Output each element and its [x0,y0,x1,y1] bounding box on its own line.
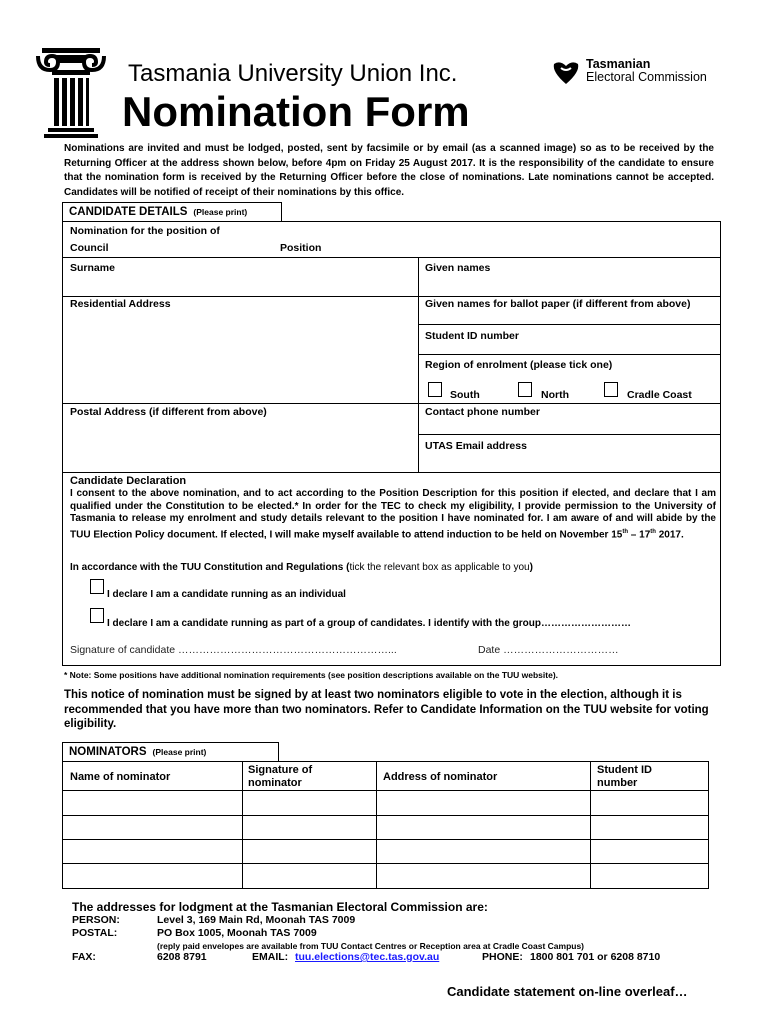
nominator-notice: This notice of nomination must be signed by at least two nominators eligible to vote in the election, although it is recommended that you have more than two nominators. Refer to Candidate Information on the TUU website for voting eligibility. [64,689,709,730]
email-link[interactable]: tuu.elections@tec.tas.gov.au [295,951,440,963]
tec-logo-line2: Electoral Commission [586,70,707,84]
page-title: Nomination Form [122,88,470,135]
region-south-checkbox[interactable] [428,382,442,397]
student-id-field[interactable]: Student ID number [425,330,519,342]
organisation-name: Tasmania University Union Inc. [128,60,458,87]
ballot-names-field[interactable]: Given names for ballot paper (if different from above) [425,298,691,310]
candidate-details-tab [62,202,282,222]
candidate-section-title: CANDIDATE DETAILS [69,206,188,218]
nominators-table [62,761,709,889]
phone-number: 1800 801 701 or 6208 8710 [530,951,661,963]
email-field[interactable]: UTAS Email address [425,440,527,452]
candidate-details-box [62,221,721,666]
postal-label: POSTAL: [72,927,118,939]
candidate-signature-field[interactable]: Signature of candidate ……………………………………………………... [70,644,397,656]
positions-note: * Note: Some positions have additional nomination requirements (see position descriptions available on the TUU website). [64,670,559,680]
nominator-4-name-cell[interactable] [64,865,241,887]
council-field[interactable]: Council [70,242,109,254]
tec-logo-line1: Tasmanian [586,57,651,71]
candidate-date-field[interactable]: Date …………………………… [478,644,619,656]
nominator-2-name-cell[interactable] [64,817,241,838]
col-signature-header: Signature of nominator [248,764,313,789]
fax-number: 6208 8791 [157,951,207,963]
person-address: Level 3, 169 Main Rd, Moonah TAS 7009 [157,914,356,926]
given-names-field[interactable]: Given names [425,262,491,274]
overleaf-note: Candidate statement on-line overleaf… [447,984,688,999]
surname-field[interactable]: Surname [70,262,115,274]
col-name-header: Name of nominator [70,771,171,783]
contact-phone-field[interactable]: Contact phone number [425,406,540,418]
candidate-section-hint: (Please print) [193,207,248,217]
group-checkbox[interactable] [90,608,104,623]
residential-address-field[interactable]: Residential Address [70,298,171,310]
postal-address-field[interactable]: Postal Address (if different from above) [70,406,267,418]
lodgment-title: The addresses for lodgment at the Tasmanian Electoral Commission are: [72,900,488,914]
nominator-1-name-cell[interactable] [64,792,241,814]
col-address-header: Address of nominator [383,771,498,783]
tec-logo [552,58,722,92]
nominator-3-name-cell[interactable] [64,841,241,862]
tec-heart-icon [552,60,580,86]
accordance-text: In accordance with the TUU Constitution and Regulations (tick the relevant box as applicable to you) [70,562,533,573]
region-north-checkbox[interactable] [518,382,532,397]
region-cradle-coast-label: Cradle Coast [627,389,692,401]
region-cradle-coast-checkbox[interactable] [604,382,618,397]
region-south-label: South [450,389,480,401]
tuu-column-logo [36,48,106,138]
region-north-label: North [541,389,569,401]
region-label: Region of enrolment (please tick one) [425,359,613,371]
group-option-label[interactable]: I declare I am a candidate running as part of a group of candidates. I identify with the group……………………… [107,618,631,629]
person-label: PERSON: [72,914,120,926]
intro-paragraph: Nominations are invited and must be lodged, posted, sent by facsimile or by email (as a scanned image) so as to be received by the Returning Officer at the address shown below, before 4pm on Friday 25 August 2017. It is the responsibility of the candidate to ensure that the nomination form is received by the Returning Officer before the close of nominations. Late nominations cannot be accepted. Candidates will be notified of receipt of their nominations by this office. [64,143,714,198]
postal-address: PO Box 1005, Moonah TAS 7009 [157,927,317,939]
position-field[interactable]: Position [280,242,322,254]
phone-label: PHONE: [482,951,523,963]
nomination-for-label: Nomination for the position of [70,225,220,237]
individual-option-label: I declare I am a candidate running as an individual [107,589,346,600]
col-student-id-header: Student ID number [597,764,652,789]
declaration-title: Candidate Declaration [70,475,187,487]
individual-checkbox[interactable] [90,579,104,594]
nominators-section-hint: (Please print) [152,747,207,757]
nominators-section-title: NOMINATORS [69,746,147,758]
fax-label: FAX: [72,951,96,963]
nominators-tab [62,742,279,762]
declaration-text: I consent to the above nomination, and to act according to the Position Description for this position if elected, and declare that I am qualified under the Constitution to be elected.* In order for the TEC to check my eligibility, I provide permission to the University of Tasmania to release my enrolment and study details relevant to the position I have nominated for. I am aware of and will abide by the TUU Election Policy document. If elected, I will make myself available to attend induction to be held on November 15th – 17th 2017. [70,488,716,540]
postal-note: (reply paid envelopes are available from TUU Contact Centres or Reception area at Cradle Coast Campus) [157,941,585,951]
email-label: EMAIL: [252,951,289,963]
